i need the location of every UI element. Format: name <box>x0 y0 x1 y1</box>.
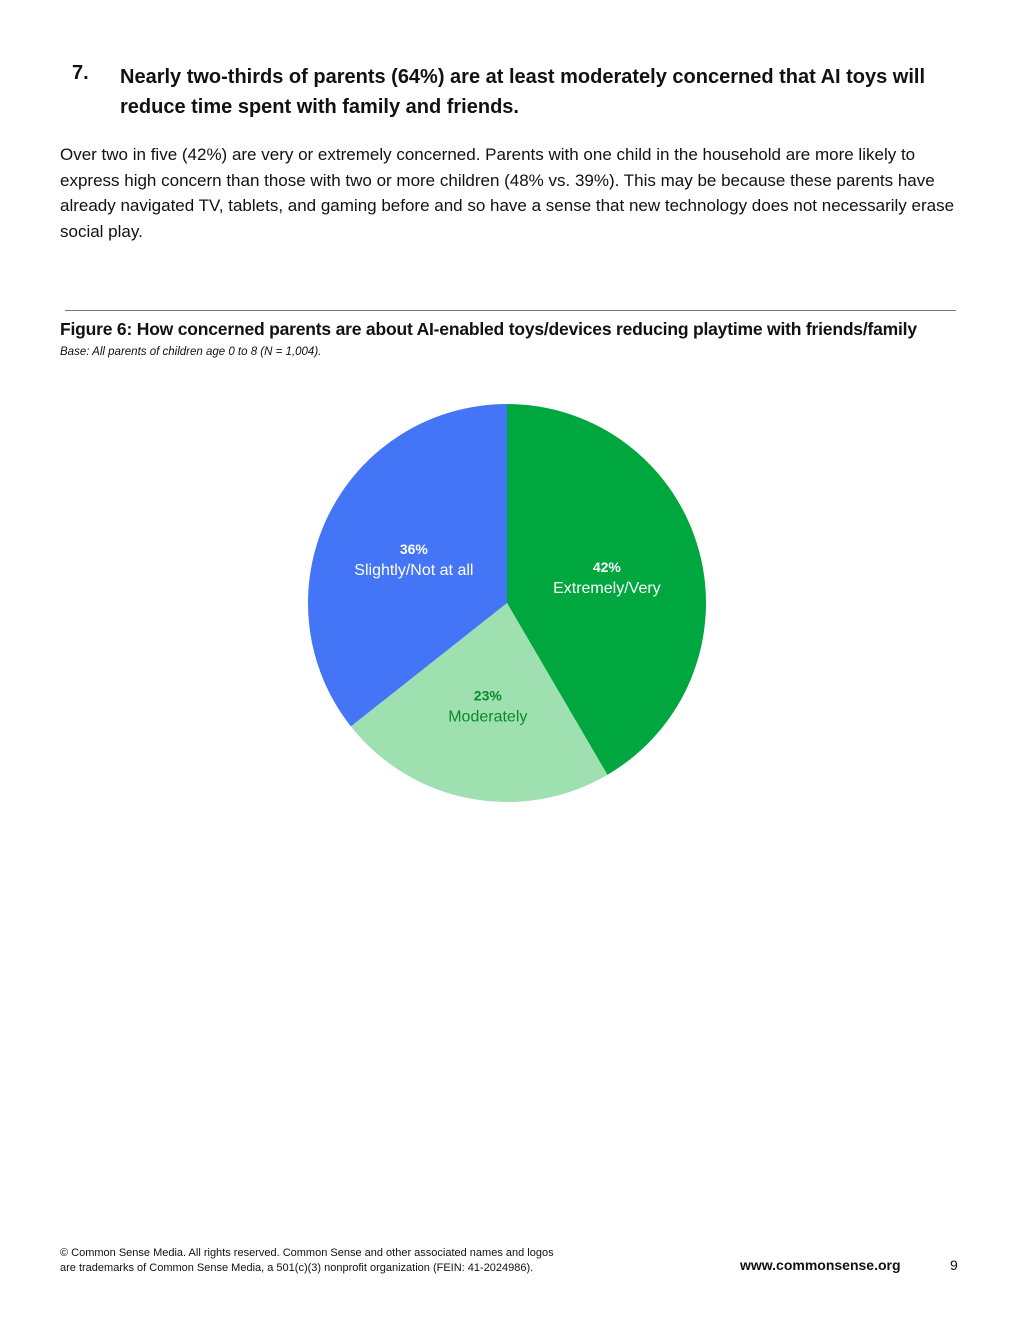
finding-number: 7. <box>72 62 89 84</box>
footer-copyright <box>60 1246 554 1276</box>
figure-base-note: Base: All parents of children age 0 to 8 (N = 1,004). <box>60 346 322 358</box>
footer-url-link[interactable]: www.commonsense.org <box>740 1257 901 1273</box>
footer-copyright-line2: are trademarks of Common Sense Media, a 501(c)(3) nonprofit organization (FEIN: 41-2024986). <box>60 1262 534 1274</box>
pie-category-label: Extremely/Very <box>553 579 661 597</box>
footer-copyright-line1: © Common Sense Media. All rights reserved. Common Sense and other associated names and logos <box>60 1247 554 1259</box>
pie-value-label: 42% <box>592 558 621 575</box>
pie-category-label: Slightly/Not at all <box>354 561 474 579</box>
page-number: 9 <box>950 1257 958 1273</box>
finding-heading: Nearly two-thirds of parents (64%) are at least moderately concerned that AI toys will reduce time spent with family and friends. <box>120 66 926 118</box>
figure-title: Figure 6: How concerned parents are about AI-enabled toys/devices reducing playtime with friends/family <box>60 319 917 339</box>
pie-value-label: 36% <box>399 540 428 557</box>
pie-category-label: Moderately <box>448 708 528 726</box>
body-paragraph: Over two in five (42%) are very or extremely concerned. Parents with one child in the household are more likely to express high concern than those with two or more children (48% vs. 39%). This may be because these parents have already navigated TV, tablets, and gaming before and so have a sense that new technology does not necessarily erase social play. <box>60 145 955 241</box>
pie-value-label: 23% <box>473 687 502 704</box>
